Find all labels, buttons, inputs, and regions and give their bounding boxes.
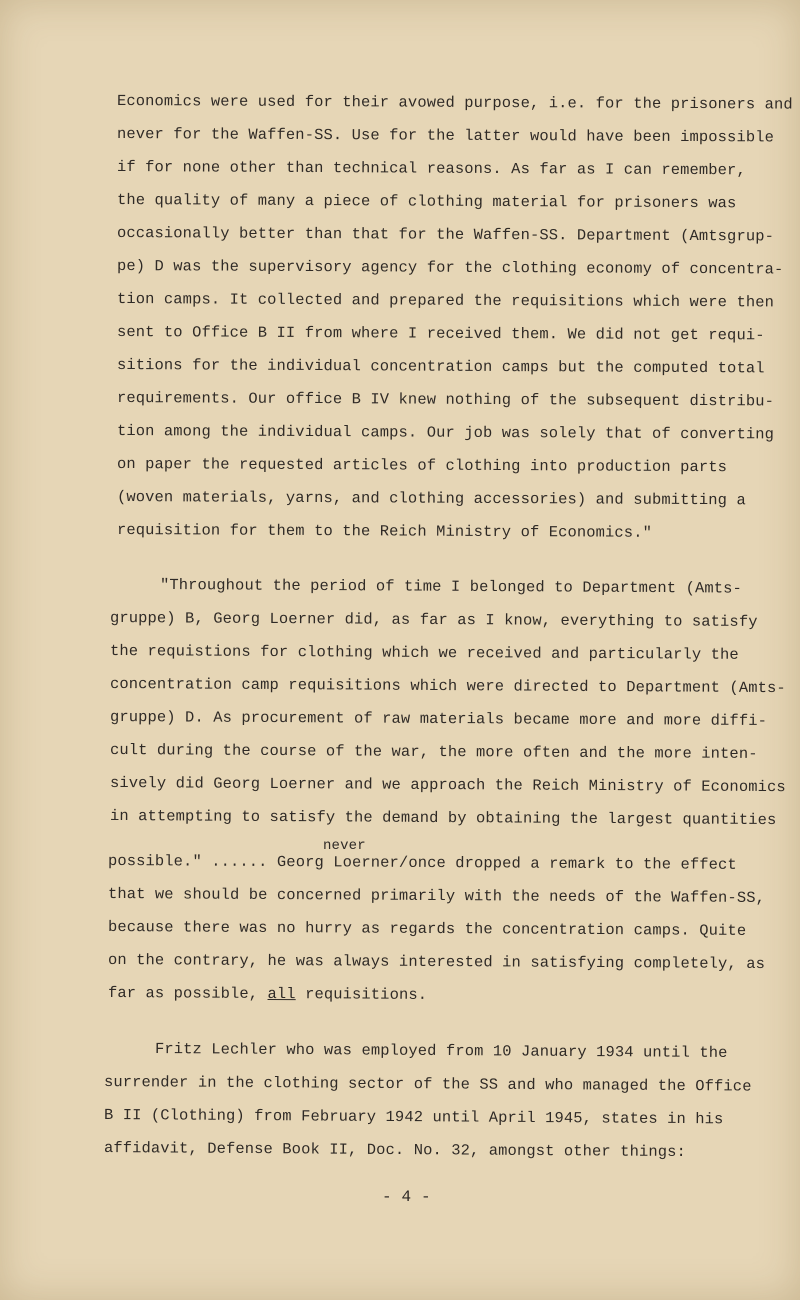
text-line: on the contrary, he was always interested in satisfying completely, as: [107, 951, 766, 974]
text-line: sent to Office B II from where I received them. We did not get requi-: [116, 323, 765, 345]
text-line: the requistions for clothing which we received and particularly the: [109, 642, 739, 664]
text-line: affidavit, Defense Book II, Doc. No. 32, amongst other things:: [103, 1139, 686, 1162]
text-line: tion camps. It collected and prepared the requisitions which were then: [116, 290, 775, 312]
text-line: "Throughout the period of time I belonged to Department (Amts-: [159, 576, 742, 598]
text-line: requirements. Our office B IV knew nothing of the subsequent distribu-: [116, 389, 775, 411]
underlined-word: all: [267, 984, 296, 1004]
text-line: B II (Clothing) from February 1942 until April 1945, states in his: [103, 1106, 724, 1129]
text-line: in attempting to satisfy the demand by obtaining the largest quantities: [109, 807, 777, 830]
text-line: concentration camp requisitions which were directed to Department (Amts-: [109, 675, 786, 698]
text-line: if for none other than technical reasons. As far as I can remember,: [116, 158, 746, 180]
text-line: sively did Georg Loerner and we approach the Reich Ministry of Economics: [109, 774, 786, 797]
text-line: tion among the individual camps. Our job was solely that of converting: [116, 422, 775, 444]
text-line: sitions for the individual concentration camps but the computed total: [116, 356, 765, 378]
text-line: on paper the requested articles of clothing into production parts: [116, 455, 728, 477]
text-line: never for the Waffen-SS. Use for the latter would have been impossible: [116, 125, 775, 147]
text-line: gruppe) D. As procurement of raw materials became more and more diffi-: [109, 708, 768, 731]
text-line: surrender in the clothing sector of the SS and who managed the Office: [103, 1073, 752, 1096]
text-line: that we should be concerned primarily with the needs of the Waffen-SS,: [107, 885, 766, 908]
text-line: pe) D was the supervisory agency for the clothing economy of concentra-: [116, 257, 784, 279]
text-line: Fritz Lechler who was employed from 10 January 1934 until the: [154, 1040, 728, 1062]
text-line: requisition for them to the Reich Ministry of Economics.": [116, 521, 653, 542]
text-line: gruppe) B, Georg Loerner did, as far as I know, everything to satisfy: [109, 609, 758, 631]
text-line: cult during the course of the war, the more often and the more inten-: [109, 741, 758, 763]
text-line: the quality of many a piece of clothing material for prisoners was: [116, 191, 737, 213]
text-line: Economics were used for their avowed purpose, i.e. for the prisoners and: [116, 92, 793, 114]
text-line: possible." ...... Georg Loerner/once dropped a remark to the effect: [107, 852, 737, 874]
handwritten-insertion: never: [323, 838, 366, 854]
text-line: (woven materials, yarns, and clothing accessories) and submitting a: [116, 488, 746, 510]
page-number: - 4 -: [382, 1188, 431, 1206]
text-line: far as possible, all requisitions.: [107, 984, 428, 1004]
text-line: occasionally better than that for the Waffen-SS. Department (Amtsgrup-: [116, 224, 775, 246]
text-line: because there was no hurry as regards the concentration camps. Quite: [107, 918, 747, 940]
